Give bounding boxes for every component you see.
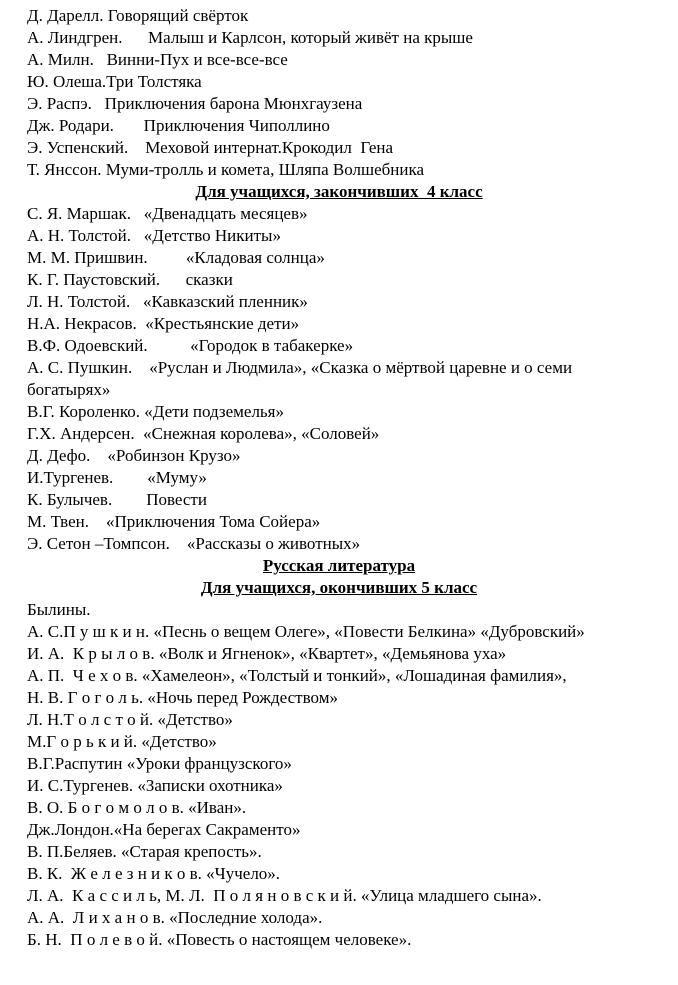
- list-item: Э. Успенский. Меховой интернат.Крокодил Гена: [27, 138, 394, 157]
- section-heading: Русская литература: [262, 556, 416, 575]
- list-item: К. Булычев. Повести: [27, 490, 207, 509]
- list-item: Л. А. К а с с и л ь, М. Л. П о л я н о в с к и й. «Улица младшего сына».: [27, 886, 542, 905]
- list-item: С. Я. Маршак. «Двенадцать месяцев»: [27, 204, 308, 223]
- list-item: А. С.П у ш к и н. «Песнь о вещем Олеге», «Повести Белкина» «Дубровский»: [27, 622, 585, 641]
- list-item: К. Г. Паустовский. сказки: [27, 270, 233, 289]
- list-item: В.Ф. Одоевский. «Городок в табакерке»: [27, 336, 354, 355]
- list-item: А. Н. Толстой. «Детство Никиты»: [27, 226, 281, 245]
- list-item: Э. Сетон –Томпсон. «Рассказы о животных»: [27, 534, 361, 553]
- list-item: В. К. Ж е л е з н и к о в. «Чучело».: [27, 864, 281, 883]
- list-item: И.Тургенев. «Муму»: [27, 468, 207, 487]
- list-item: В.Г.Распутин «Уроки французского»: [27, 754, 292, 773]
- list-item: Д. Дарелл. Говорящий свёрток: [27, 6, 249, 25]
- list-item: Л. Н. Толстой. «Кавказский пленник»: [27, 292, 308, 311]
- list-item: Дж.Лондон.«На берегах Сакраменто»: [27, 820, 301, 839]
- list-item: богатырях»: [27, 380, 111, 399]
- list-item: А. П. Ч е х о в. «Хамелеон», «Толстый и тонкий», «Лошадиная фамилия»,: [27, 666, 567, 685]
- list-item: Д. Дефо. «Робинзон Крузо»: [27, 446, 241, 465]
- list-item: А. А. Л и х а н о в. «Последние холода».: [27, 908, 323, 927]
- list-item: А. Милн. Винни-Пух и все-все-все: [27, 50, 288, 69]
- list-item: Былины.: [27, 600, 91, 619]
- list-item: М. М. Пришвин. «Кладовая солнца»: [27, 248, 325, 267]
- list-item: Т. Янссон. Муми-тролль и комета, Шляпа Волшебника: [27, 160, 425, 179]
- list-item: Г.Х. Андерсен. «Снежная королева», «Соловей»: [27, 424, 380, 443]
- list-item: И. А. К р ы л о в. «Волк и Ягненок», «Квартет», «Демьянова уха»: [27, 644, 507, 663]
- list-item: А. Линдгрен. Малыш и Карлсон, который живёт на крыше: [27, 28, 473, 47]
- list-item: Дж. Родари. Приключения Чиполлино: [27, 116, 330, 135]
- list-item: М.Г о р ь к и й. «Детство»: [27, 732, 217, 751]
- section-subheading: Для учащихся, окончивших 5 класс: [200, 578, 478, 597]
- list-item: Ю. Олеша.Три Толстяка: [27, 72, 202, 91]
- list-item: В.Г. Короленко. «Дети подземелья»: [27, 402, 285, 421]
- list-item: В. О. Б о г о м о л о в. «Иван».: [27, 798, 247, 817]
- section-heading: Для учащихся, закончивших 4 класс: [195, 182, 483, 201]
- list-item: А. С. Пушкин. «Руслан и Людмила», «Сказка о мёртвой царевне и о семи: [27, 358, 573, 377]
- list-item: М. Твен. «Приключения Тома Сойера»: [27, 512, 321, 531]
- list-item: Б. Н. П о л е в о й. «Повесть о настоящем человеке».: [27, 930, 412, 949]
- list-item: Л. Н.Т о л с т о й. «Детство»: [27, 710, 233, 729]
- list-item: Э. Распэ. Приключения барона Мюнхгаузена: [27, 94, 363, 113]
- list-item: И. С.Тургенев. «Записки охотника»: [27, 776, 283, 795]
- list-item: В. П.Беляев. «Старая крепость».: [27, 842, 262, 861]
- list-item: Н. В. Г о г о л ь. «Ночь перед Рождеством»: [27, 688, 338, 707]
- list-item: Н.А. Некрасов. «Крестьянские дети»: [27, 314, 300, 333]
